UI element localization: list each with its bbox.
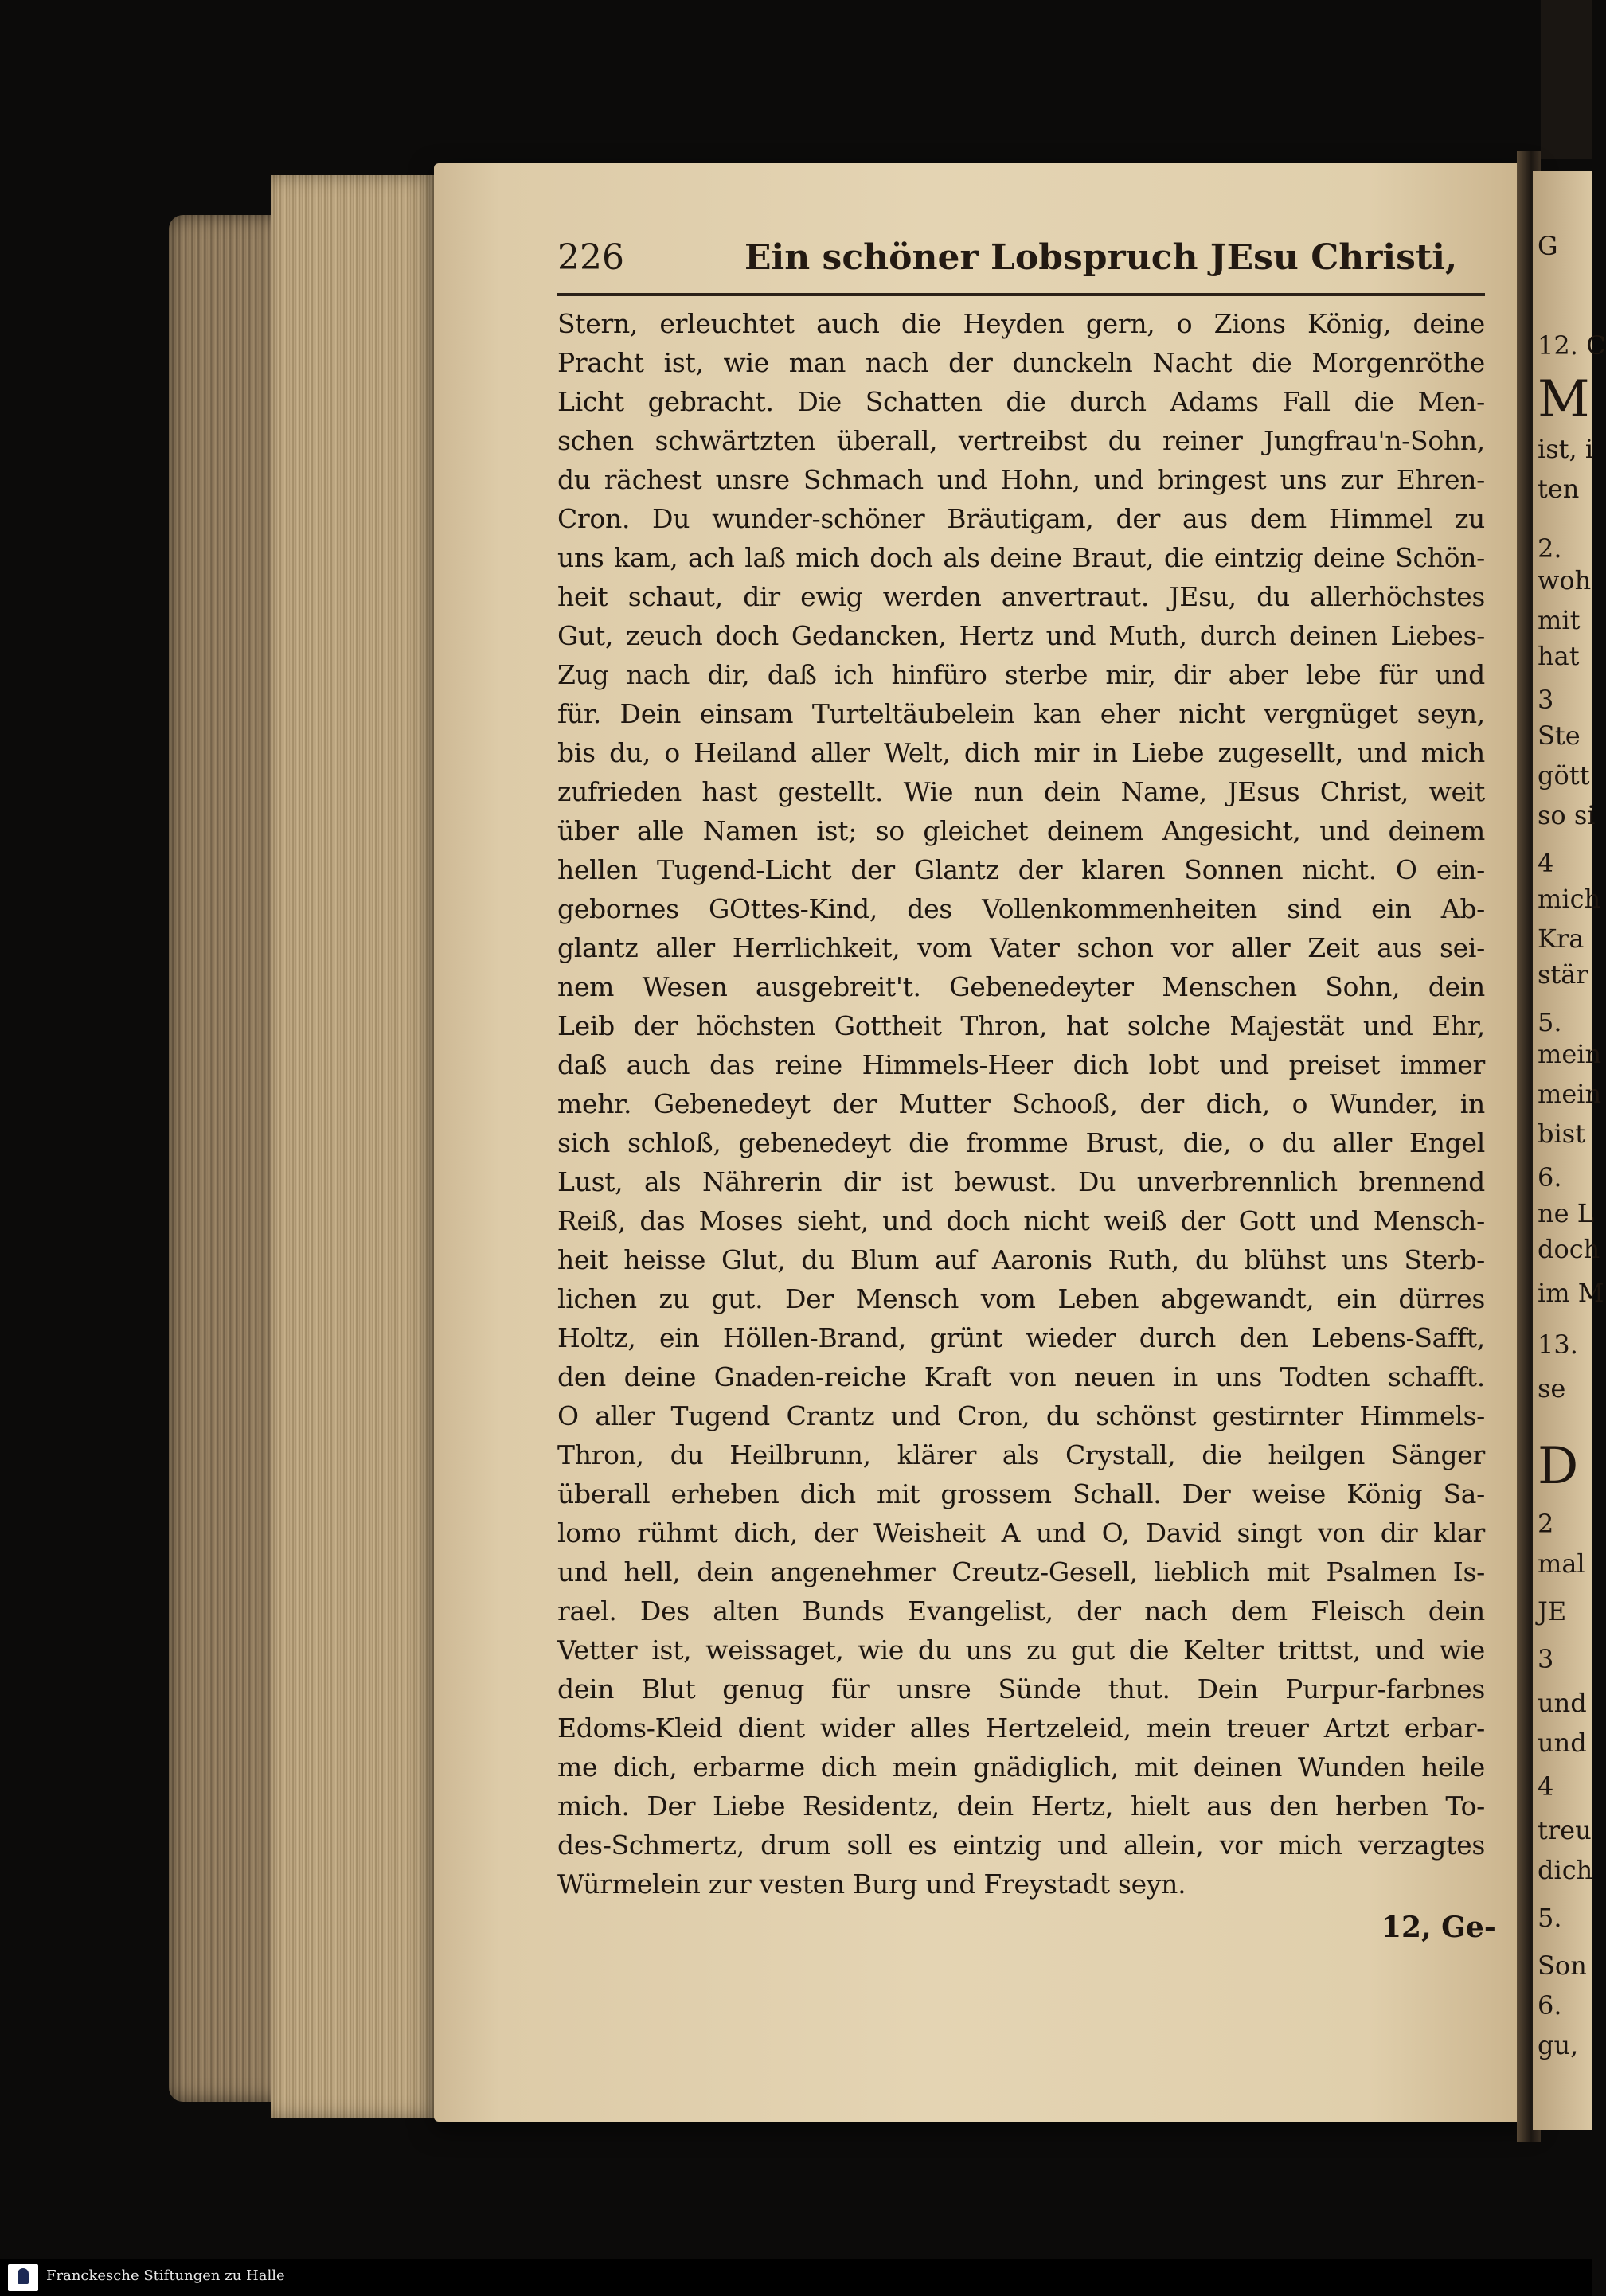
text-line: O aller Tugend Crantz und Cron, du schönst gestirnter Himmels- xyxy=(557,1400,1485,1431)
right-page-text: Son xyxy=(1538,1950,1587,1981)
right-page-text: se xyxy=(1538,1373,1566,1404)
right-page-text: M xyxy=(1538,370,1590,429)
page-heading: Ein schöner Lobspruch JEsu Christi, xyxy=(744,237,1458,278)
text-line: lichen zu gut. Der Mensch vom Leben abgewandt, ein dürres xyxy=(557,1283,1485,1314)
text-line: Stern, erleuchtet auch die Heyden gern, o Zions König, deine xyxy=(557,308,1485,339)
right-page-text: 2 xyxy=(1538,1509,1554,1539)
text-line: Pracht ist, wie man nach der dunckeln Nacht die Morgenröthe xyxy=(557,347,1485,378)
right-page-text: so si xyxy=(1538,800,1596,830)
institution-logo-icon xyxy=(8,2264,38,2291)
text-line: Reiß, das Moses sieht, und doch nicht weiß der Gott und Mensch- xyxy=(557,1205,1485,1236)
right-page-text: 3 xyxy=(1538,685,1554,715)
right-page-text: 6. xyxy=(1538,1990,1562,2021)
right-page-text: 4 xyxy=(1538,1771,1554,1802)
text-line: uns kam, ach laß mich doch als deine Braut, die eintzig deine Schön- xyxy=(557,542,1485,573)
text-line: Vetter ist, weissaget, wie du uns zu gut die Kelter trittst, und wie xyxy=(557,1634,1485,1665)
text-line: dein Blut genug für unsre Sünde thut. Dein Purpur-farbnes xyxy=(557,1673,1485,1704)
text-line: lomo rühmt dich, der Weisheit A und O, David singt von dir klar xyxy=(557,1517,1485,1548)
right-page-text: mit xyxy=(1538,605,1581,635)
text-line: heit schaut, dir ewig werden anvertraut. JEsu, du allerhöchstes xyxy=(557,581,1485,612)
text-line: Cron. Du wunder-schöner Bräutigam, der aus dem Himmel zu xyxy=(557,503,1485,534)
text-line: über alle Namen ist; so gleichet deinem Angesicht, und deinem xyxy=(557,815,1485,846)
right-page-text: G xyxy=(1538,231,1558,261)
right-page-text: doch xyxy=(1538,1234,1600,1264)
text-line: glantz aller Herrlichkeit, vom Vater schon vor aller Zeit aus sei- xyxy=(557,932,1485,963)
text-line: Leib der höchsten Gottheit Thron, hat solche Majestät und Ehr, xyxy=(557,1010,1485,1041)
right-page-text: ne L xyxy=(1538,1198,1594,1228)
right-page-text: 5. xyxy=(1538,1903,1562,1933)
footer-bar xyxy=(0,2259,1592,2296)
background-top-right xyxy=(1541,0,1592,159)
right-page-text: 13. xyxy=(1538,1330,1578,1360)
text-line: Würmelein zur vesten Burg und Freystadt seyn. xyxy=(557,1868,1186,1900)
text-line: Zug nach dir, daß ich hinfüro sterbe mir, dir aber lebe für und xyxy=(557,659,1485,690)
right-page-text: Kra xyxy=(1538,923,1585,954)
body-text xyxy=(557,304,1485,1904)
right-page-text: 12. C xyxy=(1538,330,1606,361)
right-page-text: 6. xyxy=(1538,1162,1562,1193)
right-page-text: treu xyxy=(1538,1815,1592,1845)
text-line: Edoms-Kleid dient wider alles Hertzeleid, mein treuer Artzt erbar- xyxy=(557,1712,1485,1743)
text-line: rael. Des alten Bunds Evangelist, der nach dem Fleisch dein xyxy=(557,1595,1485,1626)
right-page-text: ist, i xyxy=(1538,434,1594,464)
right-page-text: ten xyxy=(1538,474,1580,504)
right-page-text: hat xyxy=(1538,641,1580,671)
right-page-text: 2. xyxy=(1538,533,1562,564)
text-line: Holtz, ein Höllen-Brand, grünt wieder durch den Lebens-Safft, xyxy=(557,1322,1485,1353)
right-page-fragment xyxy=(1533,171,1606,2130)
right-page-text: 3 xyxy=(1538,1644,1554,1674)
text-line: hellen Tugend-Licht der Glantz der klaren Sonnen nicht. O ein- xyxy=(557,854,1485,885)
text-line: überall erheben dich mit grossem Schall. Der weise König Sa- xyxy=(557,1478,1485,1509)
heading-rule xyxy=(557,293,1485,296)
right-page-text: 5. xyxy=(1538,1007,1562,1037)
text-line: Lust, als Nährerin dir ist bewust. Du unverbrennlich brennend xyxy=(557,1166,1485,1197)
text-line: mehr. Gebenedeyt der Mutter Schooß, der dich, o Wunder, in xyxy=(557,1088,1485,1119)
text-line: me dich, erbarme dich mein gnädiglich, mit deinen Wunden heile xyxy=(557,1751,1485,1783)
text-line: und hell, dein angenehmer Creutz-Gesell, lieblich mit Psalmen Is- xyxy=(557,1556,1485,1587)
text-line: für. Dein einsam Turteltäubelein kan eher nicht vergnüget seyn, xyxy=(557,698,1485,729)
catchword: 12, Ge- xyxy=(1381,1911,1496,1944)
right-page-text: stär xyxy=(1538,959,1588,990)
right-page-text: mal xyxy=(1538,1548,1585,1579)
text-line: daß auch das reine Himmels-Heer dich lobt und preiset immer xyxy=(557,1049,1485,1080)
right-page-text: D xyxy=(1538,1437,1579,1496)
right-page-text: woh xyxy=(1538,565,1592,595)
text-line: du rächest unsre Schmach und Hohn, und bringest uns zur Ehren- xyxy=(557,464,1485,495)
right-page-text: dich xyxy=(1538,1855,1593,1885)
text-line: bis du, o Heiland aller Welt, dich mir in Liebe zugesellt, und mich xyxy=(557,737,1485,768)
right-page-text: gu, xyxy=(1538,2030,1579,2060)
text-line: Gut, zeuch doch Gedancken, Hertz und Muth, durch deinen Liebes- xyxy=(557,620,1485,651)
right-page-text: gött xyxy=(1538,760,1590,791)
text-line: nem Wesen ausgebreit't. Gebenedeyter Menschen Sohn, dein xyxy=(557,971,1485,1002)
right-page-text: bist xyxy=(1538,1119,1585,1149)
right-page-text: mein xyxy=(1538,1079,1602,1109)
text-line: sich schloß, gebenedeyt die fromme Brust, die, o du aller Engel xyxy=(557,1127,1485,1158)
book-page-edges xyxy=(271,175,446,2118)
right-page-text: mich xyxy=(1538,884,1601,914)
right-page-text: JE xyxy=(1538,1596,1567,1626)
text-line: heit heisse Glut, du Blum auf Aaronis Ruth, du blühst uns Sterb- xyxy=(557,1244,1485,1275)
right-page-text: im M xyxy=(1538,1278,1604,1308)
text-line: des-Schmertz, drum soll es eintzig und allein, vor mich verzagtes xyxy=(557,1829,1485,1861)
text-line: zufrieden hast gestellt. Wie nun dein Name, JEsus Christ, weit xyxy=(557,776,1485,807)
right-page-text: und xyxy=(1538,1688,1587,1718)
text-line: den deine Gnaden-reiche Kraft von neuen in uns Todten schafft. xyxy=(557,1361,1485,1392)
text-line: mich. Der Liebe Residentz, dein Hertz, hielt aus den herben To- xyxy=(557,1790,1485,1822)
text-line: gebornes GOttes-Kind, des Vollenkommenheiten sind ein Ab- xyxy=(557,893,1485,924)
text-line: schen schwärtzten überall, vertreibst du reiner Jungfrau'n-Sohn, xyxy=(557,425,1485,456)
right-page-text: 4 xyxy=(1538,848,1554,878)
right-page-text: mein xyxy=(1538,1039,1602,1069)
text-line: Thron, du Heilbrunn, klärer als Crystall, die heilgen Sänger xyxy=(557,1439,1485,1470)
text-line: Licht gebracht. Die Schatten die durch Adams Fall die Men- xyxy=(557,386,1485,417)
right-page-text: und xyxy=(1538,1728,1587,1758)
page-number: 226 xyxy=(557,237,624,278)
right-page-text: Ste xyxy=(1538,720,1581,751)
footer-institution: Franckesche Stiftungen zu Halle xyxy=(46,2267,285,2284)
running-head xyxy=(557,237,1481,285)
